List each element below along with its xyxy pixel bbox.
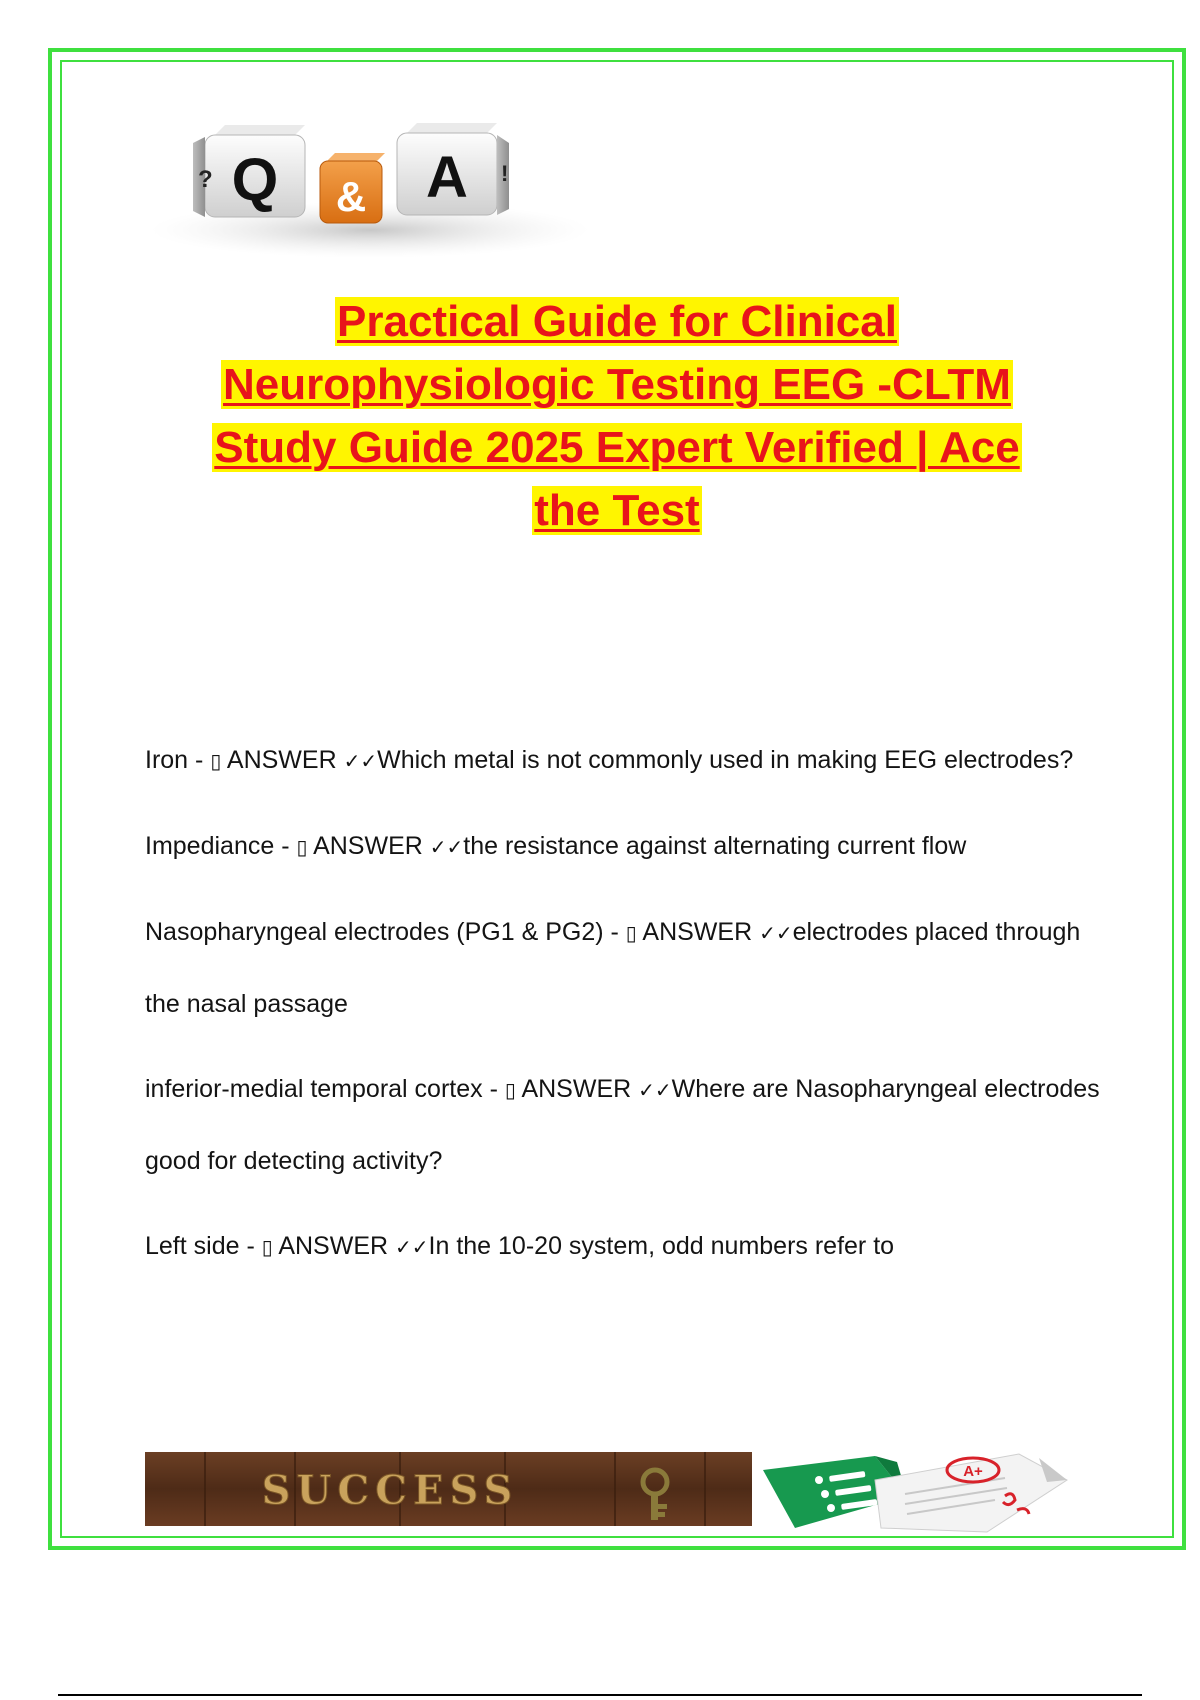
box-glyph-icon: ▯ — [261, 1235, 273, 1259]
title-line-1: Practical Guide for Clinical — [337, 297, 897, 346]
die-q — [193, 125, 305, 217]
title-line-2: Neurophysiologic Testing EEG -CLTM — [223, 360, 1011, 409]
title-line-4: the Test — [534, 486, 700, 535]
qa-item: Impediance - ▯ ANSWER ✓✓the resistance against alternating current flow — [145, 832, 967, 860]
qa-item: inferior-medial temporal cortex - ▯ ANSWER ✓✓Where are Nasopharyngeal electrodes good for detecting activity? — [145, 1075, 1100, 1175]
answer-label: ANSWER — [278, 1232, 389, 1260]
grade-mark: A+ — [963, 1463, 983, 1480]
box-glyph-icon: ▯ — [210, 749, 222, 773]
logo-letter-a: A — [426, 145, 468, 210]
box-glyph-icon: ▯ — [296, 835, 308, 859]
answer-label: ANSWER — [521, 1075, 632, 1103]
qa-item: Left side - ▯ ANSWER ✓✓In the 10-20 system, odd numbers refer to — [145, 1232, 895, 1260]
graded-sheets-icon — [755, 1448, 1075, 1536]
qa-item: Nasopharyngeal electrodes (PG1 & PG2) - ▯ ANSWER ✓✓electrodes placed through the nasal passage — [145, 918, 1081, 1018]
die-a — [397, 123, 509, 215]
dice-mark-exclamation: ! — [501, 161, 509, 186]
qa-term: Impediance — [145, 832, 275, 860]
dice-mark-question: ? — [198, 166, 213, 193]
double-check-icon: ✓✓ — [343, 749, 378, 773]
qa-text: Where are Nasopharyngeal electrodes good for detecting activity? — [145, 1075, 1100, 1175]
footer-divider — [58, 1694, 1142, 1696]
die-ampersand — [320, 153, 385, 223]
qa-term: Nasopharyngeal electrodes (PG1 & PG2) — [145, 918, 604, 946]
double-check-icon: ✓✓ — [395, 1235, 429, 1259]
success-banner — [145, 1452, 752, 1526]
logo-letter-q: Q — [231, 146, 279, 213]
answer-label: ANSWER — [313, 832, 423, 860]
qa-term: Iron — [145, 746, 189, 774]
qa-term: Left side — [145, 1232, 240, 1260]
qa-text: electrodes placed through the nasal passage — [145, 918, 1081, 1018]
qa-text: the resistance against alternating current flow — [463, 832, 967, 860]
qa-text: Which metal is not commonly used in making EEG electrodes? — [377, 746, 1074, 774]
qa-list — [145, 725, 1105, 1297]
title-line-3: Study Guide 2025 Expert Verified | Ace — [214, 423, 1020, 472]
double-check-icon: ✓✓ — [429, 835, 464, 859]
qa-term: inferior-medial temporal cortex — [145, 1075, 483, 1103]
box-glyph-icon: ▯ — [504, 1078, 516, 1102]
qa-item: Iron - ▯ ANSWER ✓✓Which metal is not commonly used in making EEG electrodes? — [145, 746, 1074, 774]
success-text: SUCCESS — [261, 1467, 519, 1514]
logo-letter-ampersand: & — [335, 173, 367, 220]
qa-dice-logo — [145, 95, 595, 265]
qa-text: In the 10-20 system, odd numbers refer to — [428, 1232, 895, 1260]
double-check-icon: ✓✓ — [638, 1078, 672, 1102]
answer-label: ANSWER — [642, 918, 753, 946]
document-title — [150, 290, 1084, 542]
double-check-icon: ✓✓ — [759, 921, 793, 945]
box-glyph-icon: ▯ — [625, 921, 637, 945]
answer-label: ANSWER — [226, 746, 337, 774]
